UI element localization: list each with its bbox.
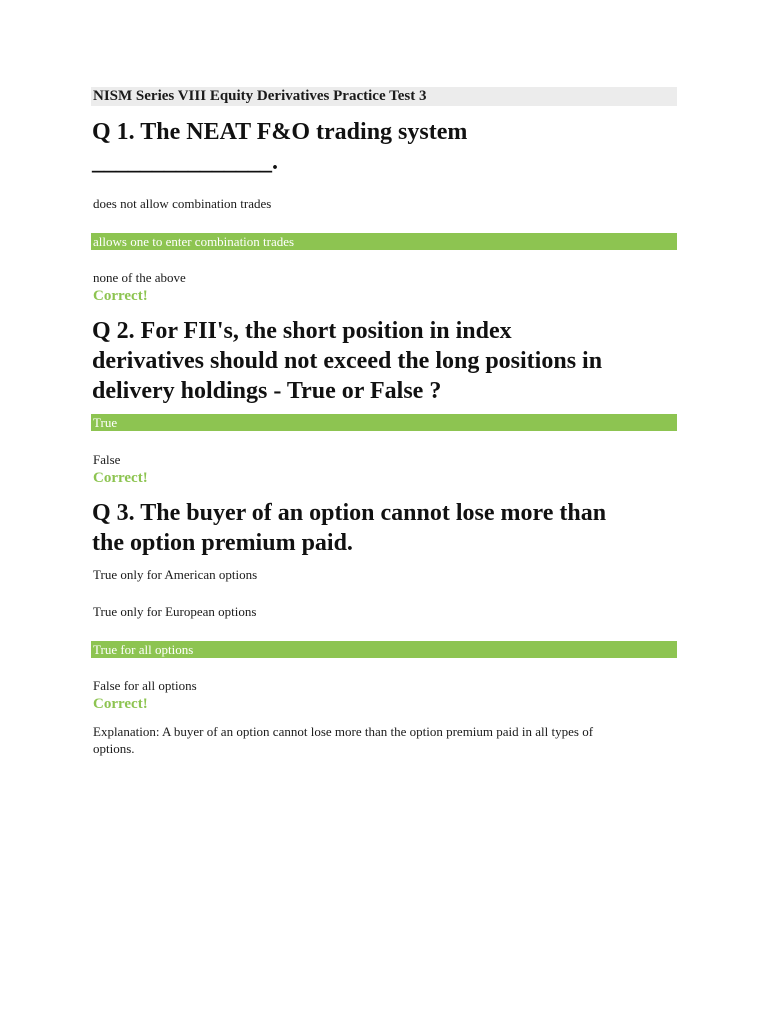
question-1-option-2-selected[interactable] xyxy=(91,233,677,250)
question-1-title-line-2: _______________. xyxy=(92,149,278,175)
question-1-result: Correct! xyxy=(93,288,148,304)
question-1-title xyxy=(92,117,678,177)
question-3-explanation-line-2: options. xyxy=(93,741,135,756)
question-1-title-line-1: Q 1. The NEAT F&O trading system xyxy=(92,119,468,145)
question-3-option-2[interactable]: True only for European options xyxy=(93,604,257,619)
question-3-option-3-selected[interactable] xyxy=(91,641,677,658)
question-3-explanation-line-1: Explanation: A buyer of an option cannot lose more than the option premium paid in all types of xyxy=(93,724,594,739)
question-2-option-2[interactable]: False xyxy=(93,452,121,467)
question-1-option-3[interactable]: none of the above xyxy=(93,270,186,285)
question-2-title-line-2: derivatives should not exceed the long positions in xyxy=(92,348,603,374)
question-2-option-1-label: True xyxy=(93,415,118,430)
question-3-option-1[interactable]: True only for American options xyxy=(93,567,258,582)
question-3-title xyxy=(92,498,678,558)
question-3-result: Correct! xyxy=(93,696,148,712)
question-2-option-1-selected[interactable] xyxy=(91,414,677,431)
question-3-title-line-2: the option premium paid. xyxy=(92,530,353,556)
question-3-explanation xyxy=(93,723,677,757)
question-1-option-2-label: allows one to enter combination trades xyxy=(93,234,295,249)
question-2-title-line-1: Q 2. For FII's, the short position in index xyxy=(92,318,512,344)
question-3-option-4[interactable]: False for all options xyxy=(93,678,197,693)
question-2-result: Correct! xyxy=(93,470,148,486)
question-3-title-line-1: Q 3. The buyer of an option cannot lose more than xyxy=(92,500,607,526)
question-3-option-3-label: True for all options xyxy=(93,642,194,657)
document-header xyxy=(91,87,677,106)
question-1-option-1[interactable]: does not allow combination trades xyxy=(93,196,272,211)
document-title: NISM Series VIII Equity Derivatives Practice Test 3 xyxy=(93,88,427,104)
question-2-title xyxy=(92,316,678,406)
question-2-title-line-3: delivery holdings - True or False ? xyxy=(92,378,442,404)
